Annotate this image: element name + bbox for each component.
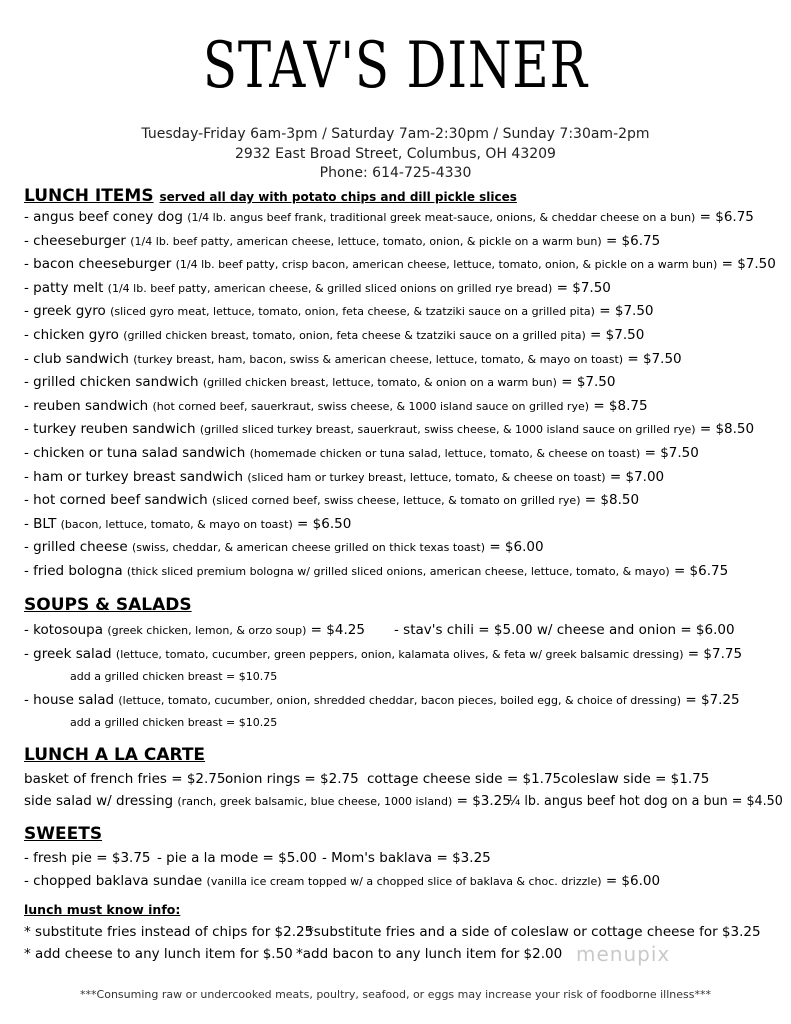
carte-coleslaw: coleslaw side = $1.75 [561,771,710,787]
lunch-item [24,469,664,485]
restaurant-title: STAV'S DINER [202,29,588,103]
sweets-baklava: - Mom's baklava = $3.25 [322,850,491,866]
lunch-item [24,351,682,367]
item-name: - grilled cheese [24,539,128,556]
carte-side-salad [24,793,511,809]
info-heading: lunch must know info: [24,902,181,917]
chili-item: - stav's chili = $5.00 w/ cheese and onion = $6.00 [394,622,735,638]
lunch-item [24,421,754,437]
item-price: = $7.50 [644,445,699,461]
lunch-subheading: served all day with potato chips and dill pickle slices [159,190,517,204]
item-desc: (sliced gyro meat, lettuce, tomato, onion, feta cheese, & tzatziki sauce on a grilled pita) [110,305,595,319]
item-desc: (lettuce, tomato, cucumber, onion, shredded cheddar, bacon pieces, boiled egg, & choice of dressing) [118,694,682,707]
menupix-watermark: menupix [576,942,671,966]
item-price: = $6.00 [489,539,544,556]
item-name: - chicken gyro [24,327,119,343]
item-desc: (homemade chicken or tuna salad, lettuce, tomato, & cheese on toast) [249,447,641,460]
item-price: = $7.50 [627,350,682,367]
item-price: = $7.50 [561,374,616,391]
item-name: - hot corned beef sandwich [24,492,208,509]
sweets-sundae [24,873,660,889]
lunch-heading-text: LUNCH ITEMS [24,186,154,206]
lunch-item [24,374,616,390]
item-desc: (ranch, greek balsamic, blue cheese, 1000 island) [177,795,453,808]
kotosoupa-item [24,622,365,638]
item-name: - turkey reuben sandwich [24,421,196,438]
sweets-pie-a-la-mode: - pie a la mode = $5.00 [157,850,317,866]
house-salad-addon: add a grilled chicken breast = $10.25 [70,716,278,729]
sweets-pie: - fresh pie = $3.75 [24,850,151,866]
lunch-item [24,445,699,461]
item-desc: (greek chicken, lemon, & orzo soup) [107,624,307,637]
item-name: - ham or turkey breast sandwich [24,468,244,485]
item-desc: (sliced ham or turkey breast, lettuce, tomato, & cheese on toast) [247,470,606,484]
sweets-heading [24,824,102,844]
item-name: - greek salad [24,646,112,662]
item-name: - kotosoupa [24,622,104,638]
greek-salad-item [24,646,742,662]
carte-hotdog: ¼ lb. angus beef hot dog on a bun = $4.50 [508,793,783,809]
item-price: = $7.25 [685,692,740,708]
carte-cottage-cheese: cottage cheese side = $1.75 [367,771,562,787]
sweets-heading-text: SWEETS [24,824,103,844]
item-name: - cheeseburger [24,232,126,249]
lunch-item [24,398,648,414]
item-price: = $8.75 [593,397,648,414]
item-name: - patty melt [24,279,104,296]
hours: Tuesday-Friday 6am-3pm / Saturday 7am-2:30pm / Sunday 7:30am-2pm [141,126,650,142]
item-price: = $7.50 [599,303,654,320]
item-desc: (turkey breast, ham, bacon, swiss & american cheese, lettuce, tomato, & mayo on toast) [133,352,624,366]
item-name: - greek gyro [24,303,106,320]
item-desc: (thick sliced premium bologna w/ grilled sliced onions, american cheese, lettuce, tomato, & mayo) [126,565,670,578]
item-desc: (1/4 lb. beef patty, crisp bacon, american cheese, lettuce, tomato, onion, & pickle on a warm bun) [175,258,718,272]
item-desc: (hot corned beef, sauerkraut, swiss cheese, & 1000 island sauce on grilled rye) [152,399,590,413]
item-price: = $8.50 [699,421,755,438]
soups-heading-text: SOUPS & SALADS [24,595,192,615]
item-price: = $7.50 [721,256,776,273]
info-line: * add cheese to any lunch item for $.50 [24,946,293,962]
item-desc: (lettuce, tomato, cucumber, green peppers, onion, kalamata olives, & feta w/ greek balsamic dressing) [115,648,684,661]
lunch-items-heading [24,186,517,206]
item-desc: (swiss, cheddar, & american cheese grilled on thick texas toast) [131,541,486,555]
phone: Phone: 614-725-4330 [319,165,472,181]
carte-fries: basket of french fries = $2.75 [24,771,226,787]
item-price: = $7.50 [556,279,611,296]
item-name: - house salad [24,692,115,708]
item-name: - grilled chicken sandwich [24,374,199,391]
item-desc: (vanilla ice cream topped w/ a chopped slice of baklava & choc. drizzle) [206,875,602,888]
item-desc: (1/4 lb. beef patty, american cheese, & grilled sliced onions on grilled rye bread) [107,281,553,295]
item-name: - fried bologna [24,563,123,579]
lunch-item [24,327,644,343]
item-price: = $6.75 [605,232,661,249]
item-desc: (1/4 lb. beef patty, american cheese, lettuce, tomato, onion, & pickle on a warm bun) [130,234,602,248]
lunch-item [24,209,754,225]
lunch-item [24,516,351,532]
item-desc: (grilled chicken breast, lettuce, tomato, & onion on a warm bun) [202,376,557,390]
item-name: - reuben sandwich [24,397,149,414]
item-price: = $6.00 [605,873,661,889]
lunch-item [24,280,611,296]
item-desc: (1/4 lb. angus beef frank, traditional greek meat-sauce, onions, & cheddar cheese on a bun) [187,211,696,224]
item-price: = $6.75 [699,209,754,225]
lunch-item [24,492,639,508]
item-price: = $6.50 [297,515,352,532]
address: 2932 East Broad Street, Columbus, OH 43209 [235,146,556,162]
item-desc: (grilled chicken breast, tomato, onion, feta cheese & tzatziki sauce on a grilled pita) [123,329,586,342]
item-name: - chopped baklava sundae [24,873,203,889]
item-price: = $8.50 [584,492,640,509]
soups-heading [24,595,192,615]
item-name: - chicken or tuna salad sandwich [24,445,246,461]
item-name: - club sandwich [24,350,129,367]
health-disclaimer: ***Consuming raw or undercooked meats, poultry, seafood, or eggs may increase your risk of foodborne illness*** [80,988,711,1001]
lunch-item [24,563,728,579]
item-desc: (bacon, lettuce, tomato, & mayo on toast) [60,517,293,531]
carte-onion-rings: onion rings = $2.75 [225,771,359,787]
item-desc: (sliced corned beef, swiss cheese, lettuce, & tomato on grilled rye) [212,494,581,508]
greek-salad-addon: add a grilled chicken breast = $10.75 [70,670,278,683]
lunch-item [24,233,660,249]
item-price: = $3.25 [456,793,511,809]
info-line: *add bacon to any lunch item for $2.00 [296,946,563,962]
item-name: - BLT [24,515,57,532]
house-salad-item [24,692,740,708]
lunch-item [24,539,544,555]
info-line: * substitute fries instead of chips for $2.25 [24,924,314,940]
carte-heading-text: LUNCH A LA CARTE [24,745,206,765]
item-name: side salad w/ dressing [24,793,174,809]
item-name: - bacon cheeseburger [24,256,172,273]
carte-heading [24,745,205,765]
lunch-item [24,303,654,319]
item-price: = $7.75 [687,646,743,662]
lunch-item [24,256,776,272]
item-price: = $7.50 [590,327,645,343]
item-desc: (grilled sliced turkey breast, sauerkraut, swiss cheese, & 1000 island sauce on grilled rye) [199,423,696,437]
item-price: = $7.00 [609,468,665,485]
item-name: - angus beef coney dog [24,209,183,225]
item-price: = $6.75 [673,563,729,579]
item-price: = $4.25 [310,622,365,638]
info-line: *substitute fries and a side of coleslaw or cottage cheese for $3.25 [307,924,761,940]
